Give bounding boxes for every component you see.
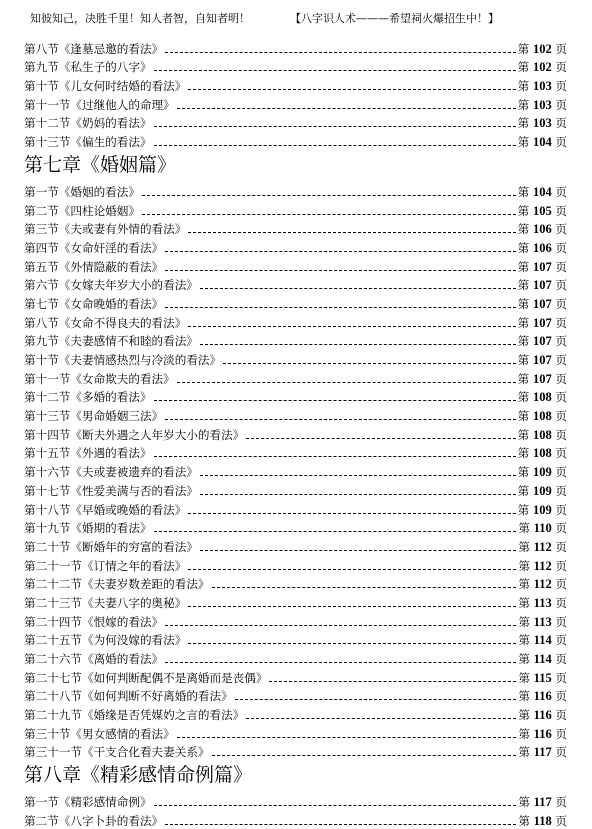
page-number: 107 xyxy=(532,259,552,274)
page-prefix: 第 xyxy=(517,222,530,237)
page-suffix: 页 xyxy=(555,577,567,592)
dot-leader xyxy=(188,642,516,644)
page-number: 112 xyxy=(533,577,552,592)
page-number: 109 xyxy=(532,502,552,517)
page-number: 107 xyxy=(532,353,552,367)
toc-entry[interactable] xyxy=(24,387,567,406)
page-number: 107 xyxy=(532,371,552,386)
dot-leader xyxy=(200,343,516,345)
page-suffix: 页 xyxy=(555,483,567,498)
toc-entry-page xyxy=(518,688,567,704)
page-suffix: 页 xyxy=(555,353,567,367)
page-prefix: 第 xyxy=(518,726,530,741)
toc-entry-page xyxy=(518,352,567,368)
page-prefix: 第 xyxy=(517,427,530,442)
page-number: 107 xyxy=(532,296,552,311)
page-suffix: 页 xyxy=(555,689,567,704)
toc-entry-page xyxy=(518,184,567,200)
toc-entry-title: 第二节《八字卜卦的看法》 xyxy=(24,813,164,828)
dot-leader xyxy=(200,287,516,289)
page-number: 106 xyxy=(532,222,552,237)
toc-entry[interactable] xyxy=(24,443,567,462)
toc-entry-page xyxy=(518,445,567,461)
page-suffix: 页 xyxy=(555,278,567,293)
toc-entry-title: 第十四节《断夫外遇之人年岁大小的看法》 xyxy=(24,427,245,442)
toc-entry-title: 第二十节《断婚年的穷富的看法》 xyxy=(24,539,198,554)
toc-entry-title: 第二十五节《为何没嫁的看法》 xyxy=(24,633,187,648)
toc-entry-title: 第二十四节《恨嫁的看法》 xyxy=(24,614,164,629)
page-prefix: 第 xyxy=(517,409,530,424)
page-number: 108 xyxy=(532,427,552,442)
page-suffix: 页 xyxy=(555,409,567,424)
dot-leader xyxy=(165,624,516,626)
page-number: 110 xyxy=(533,521,552,536)
page-number: 105 xyxy=(532,203,552,218)
page-suffix: 页 xyxy=(555,296,567,311)
toc-entry[interactable] xyxy=(24,686,567,705)
toc-entry-page xyxy=(518,221,567,237)
page-prefix: 第 xyxy=(518,614,530,629)
page-suffix: 页 xyxy=(555,184,567,199)
page-prefix: 第 xyxy=(518,689,530,704)
page-number: 117 xyxy=(533,795,552,810)
toc-entry-page xyxy=(518,707,567,723)
toc-entry-title: 第十九节《婚期的看法》 xyxy=(24,521,152,536)
toc-entry-title: 第十二节《多婚的看法》 xyxy=(24,390,152,405)
toc-entry-page xyxy=(518,632,567,648)
page-prefix: 第 xyxy=(517,483,530,498)
dot-leader xyxy=(188,512,515,514)
toc-entry[interactable] xyxy=(24,723,567,742)
toc-entry-title: 第十五节《外遇的看法》 xyxy=(24,446,152,461)
page-prefix: 第 xyxy=(518,521,530,536)
page-prefix: 第 xyxy=(517,353,530,367)
dot-leader xyxy=(212,754,517,756)
toc-entry-title: 第十八节《早婚或晚婚的看法》 xyxy=(24,502,187,517)
toc-entry-title: 第二十一节《订情之年的看法》 xyxy=(24,558,187,573)
dot-leader xyxy=(154,144,516,146)
page-number: 114 xyxy=(533,652,552,666)
page-number: 107 xyxy=(532,315,552,330)
toc-entry-title: 第十节《儿女何时结婚的看法》 xyxy=(24,79,187,94)
toc-entry-page xyxy=(518,483,567,499)
toc-entry-page xyxy=(518,539,567,555)
toc-entry-page xyxy=(518,744,567,760)
page-suffix: 页 xyxy=(555,652,567,666)
page-prefix: 第 xyxy=(517,60,530,75)
page-suffix: 页 xyxy=(555,79,567,94)
dot-leader xyxy=(177,107,516,109)
page-prefix: 第 xyxy=(517,135,530,150)
toc-entry[interactable] xyxy=(24,181,567,200)
dot-leader xyxy=(165,250,516,252)
table-of-contents xyxy=(24,38,567,829)
toc-entry-title: 第二十七节《如何判断配偶不是离婚而是丧偶》 xyxy=(24,670,268,685)
dot-leader xyxy=(188,568,516,570)
toc-entry[interactable] xyxy=(24,574,567,593)
toc-entry[interactable] xyxy=(24,611,567,630)
page-prefix: 第 xyxy=(518,652,530,666)
toc-entry[interactable] xyxy=(24,57,567,76)
dot-leader xyxy=(154,530,517,532)
page-number: 102 xyxy=(532,41,552,56)
page-prefix: 第 xyxy=(517,315,530,330)
toc-entry[interactable] xyxy=(24,592,567,611)
dot-leader xyxy=(235,698,517,700)
page-suffix: 页 xyxy=(555,334,567,349)
dot-leader xyxy=(200,474,516,476)
toc-entry-title: 第六节《女嫁夫年岁大小的看法》 xyxy=(24,278,198,293)
toc-entry[interactable] xyxy=(24,349,567,368)
page-suffix: 页 xyxy=(555,795,567,810)
dot-leader xyxy=(165,418,516,420)
dot-leader xyxy=(154,455,516,457)
dot-leader xyxy=(188,88,515,90)
page-suffix: 页 xyxy=(555,41,567,56)
toc-entry-title: 第二十三节《夫妻八字的奥秘》 xyxy=(24,595,187,610)
toc-entry-title: 第七节《女命晚婚的看法》 xyxy=(24,296,164,311)
toc-entry[interactable] xyxy=(24,405,567,424)
toc-entry[interactable] xyxy=(24,368,567,387)
page-prefix: 第 xyxy=(517,79,530,94)
page-number: 116 xyxy=(533,708,552,723)
toc-entry-title: 第八节《女命不得良夫的看法》 xyxy=(24,315,187,330)
toc-entry[interactable] xyxy=(24,312,567,331)
toc-entry-page xyxy=(518,408,567,424)
toc-entry-title: 第十一节《过继他人的命理》 xyxy=(24,97,175,112)
toc-entry[interactable] xyxy=(24,200,567,219)
page-prefix: 第 xyxy=(517,371,530,386)
page-number: 112 xyxy=(533,558,552,573)
toc-entry[interactable] xyxy=(24,275,567,294)
dot-leader xyxy=(165,306,516,308)
page-suffix: 页 xyxy=(555,116,567,131)
toc-entry-title: 第十三节《偏生的看法》 xyxy=(24,135,152,150)
page-suffix: 页 xyxy=(555,614,567,629)
toc-entry-title: 第一节《精彩感情命例》 xyxy=(24,795,152,810)
toc-entry[interactable] xyxy=(24,461,567,480)
page-number: 116 xyxy=(533,726,552,741)
toc-entry[interactable] xyxy=(24,480,567,499)
toc-entry[interactable] xyxy=(24,113,567,132)
page-suffix: 页 xyxy=(555,315,567,330)
page-number: 112 xyxy=(533,539,552,554)
page-prefix: 第 xyxy=(517,465,530,480)
toc-entry-title: 第四节《女命奸淫的看法》 xyxy=(24,240,164,255)
page-number: 108 xyxy=(532,390,552,405)
page-suffix: 页 xyxy=(555,427,567,442)
dot-leader xyxy=(177,381,516,383)
toc-entry-page xyxy=(518,576,567,592)
toc-entry-page xyxy=(518,389,567,405)
toc-entry[interactable] xyxy=(24,704,567,723)
page-prefix: 第 xyxy=(518,633,530,648)
page-suffix: 页 xyxy=(555,521,567,536)
toc-entry-page xyxy=(518,595,567,611)
toc-entry-title: 第十七节《性爱美满与否的看法》 xyxy=(24,483,198,498)
toc-entry-page xyxy=(518,115,567,131)
toc-entry[interactable] xyxy=(24,630,567,649)
page-suffix: 页 xyxy=(555,259,567,274)
toc-entry-title: 第二节《四柱论婚姻》 xyxy=(24,203,140,218)
page-suffix: 页 xyxy=(555,203,567,218)
page-prefix: 第 xyxy=(517,240,530,255)
page-number: 106 xyxy=(532,240,552,255)
dot-leader xyxy=(177,736,517,738)
dot-leader xyxy=(188,605,516,607)
chapter-heading: 第七章《婚姻篇》 xyxy=(24,154,177,177)
toc-entry[interactable] xyxy=(24,131,567,150)
page-number: 104 xyxy=(532,184,552,199)
toc-entry-page xyxy=(518,520,567,536)
dot-leader xyxy=(165,51,516,53)
page-number: 107 xyxy=(532,334,552,349)
toc-entry-title: 第三十节《男女感情的看法》 xyxy=(24,726,175,741)
page-prefix: 第 xyxy=(518,539,530,554)
page-number: 113 xyxy=(533,614,552,629)
page-prefix: 第 xyxy=(517,446,530,461)
page-prefix: 第 xyxy=(517,390,530,405)
page-number: 114 xyxy=(533,633,552,648)
page-suffix: 页 xyxy=(555,745,567,760)
toc-entry-title: 第九节《夫妻感情不和睦的看法》 xyxy=(24,334,198,349)
dot-leader xyxy=(165,661,516,663)
toc-entry[interactable] xyxy=(24,38,567,57)
toc-entry[interactable] xyxy=(24,331,567,350)
page-prefix: 第 xyxy=(517,203,530,218)
toc-entry-title: 第二十六节《离婚的看法》 xyxy=(24,652,164,666)
dot-leader xyxy=(188,231,515,233)
page-prefix: 第 xyxy=(518,595,530,610)
page-prefix: 第 xyxy=(517,259,530,274)
toc-entry[interactable] xyxy=(24,256,567,275)
chapter-heading: 第八章《精彩感情命例篇》 xyxy=(24,764,253,787)
toc-entry[interactable] xyxy=(24,648,567,667)
page-number: 107 xyxy=(532,278,552,293)
page-prefix: 第 xyxy=(518,795,530,810)
page-suffix: 页 xyxy=(555,558,567,573)
toc-entry-page xyxy=(518,59,567,75)
page-suffix: 页 xyxy=(555,97,567,112)
toc-entry-page xyxy=(518,371,567,387)
toc-entry-title: 第一节《婚姻的看法》 xyxy=(24,184,140,199)
toc-entry-page xyxy=(518,134,567,150)
dot-leader xyxy=(142,213,516,215)
toc-entry-title: 第十一节《女命欺夫的看法》 xyxy=(24,371,175,386)
toc-entry[interactable] xyxy=(24,293,567,312)
page-prefix: 第 xyxy=(518,670,530,685)
toc-entry-page xyxy=(518,726,567,742)
page-number: 115 xyxy=(533,670,552,685)
toc-entry[interactable] xyxy=(24,536,567,555)
page-number: 102 xyxy=(532,60,552,75)
toc-entry-page xyxy=(518,333,567,349)
page-number: 103 xyxy=(532,116,552,131)
page-number: 109 xyxy=(532,483,552,498)
toc-entry-page xyxy=(518,614,567,630)
page-prefix: 第 xyxy=(517,278,530,293)
toc-entry-title: 第十六节《夫或妻被遗弃的看法》 xyxy=(24,465,198,480)
toc-entry-title: 第十节《夫妻情感热烈与冷淡的看法》 xyxy=(24,353,222,367)
dot-leader xyxy=(200,549,516,551)
toc-entry-page xyxy=(518,97,567,113)
page-number: 117 xyxy=(533,745,552,760)
toc-entry[interactable] xyxy=(24,75,567,94)
toc-entry[interactable] xyxy=(24,219,567,238)
page-prefix: 第 xyxy=(517,184,530,199)
page-number: 113 xyxy=(533,595,552,610)
page-suffix: 页 xyxy=(555,371,567,386)
toc-entry-page xyxy=(518,502,567,518)
page-prefix: 第 xyxy=(517,502,530,517)
page-number: 118 xyxy=(533,813,552,828)
page-prefix: 第 xyxy=(517,334,530,349)
toc-entry-page xyxy=(518,558,567,574)
toc-entry-page xyxy=(518,277,567,293)
toc-entry[interactable] xyxy=(24,518,567,537)
toc-entry[interactable] xyxy=(24,94,567,113)
toc-entry[interactable] xyxy=(24,499,567,518)
dot-leader xyxy=(142,194,516,196)
toc-entry-page xyxy=(518,78,567,94)
dot-leader xyxy=(200,493,516,495)
page-prefix: 第 xyxy=(517,296,530,311)
dot-leader xyxy=(154,125,516,127)
page-prefix: 第 xyxy=(518,577,530,592)
toc-entry-page xyxy=(518,315,567,331)
toc-entry-page xyxy=(518,464,567,480)
toc-entry[interactable] xyxy=(24,810,567,829)
page-suffix: 页 xyxy=(555,595,567,610)
page-header xyxy=(24,0,568,38)
toc-entry[interactable] xyxy=(24,237,567,256)
page-suffix: 页 xyxy=(555,222,567,237)
page-suffix: 页 xyxy=(555,813,567,828)
page-prefix: 第 xyxy=(518,745,530,760)
toc-entry-title: 第二十九节《婚缘是否凭媒妁之言的看法》 xyxy=(24,708,245,723)
page-number: 108 xyxy=(532,409,552,424)
page-prefix: 第 xyxy=(518,813,530,828)
page-suffix: 页 xyxy=(555,135,567,150)
page-prefix: 第 xyxy=(518,708,530,723)
dot-leader xyxy=(212,586,517,588)
toc-entry-title: 第二十二节《夫妻岁数差距的看法》 xyxy=(24,577,210,592)
page-suffix: 页 xyxy=(555,726,567,741)
page-number: 108 xyxy=(532,446,552,461)
toc-entry-page xyxy=(518,794,567,810)
toc-entry-title: 第九节《私生子的八字》 xyxy=(24,60,152,75)
toc-entry[interactable] xyxy=(24,424,567,443)
dot-leader xyxy=(165,269,516,271)
toc-entry-page xyxy=(518,813,567,829)
page-suffix: 页 xyxy=(555,539,567,554)
page-suffix: 页 xyxy=(555,502,567,517)
dot-leader xyxy=(223,362,516,364)
dot-leader xyxy=(246,717,516,719)
toc-entry-page xyxy=(518,41,567,57)
toc-entry-page xyxy=(518,427,567,443)
header-right-text: 【八字识人术———希望祠火爆招生中！】 xyxy=(290,12,499,25)
page-number: 109 xyxy=(532,465,552,480)
dot-leader xyxy=(154,804,517,806)
toc-entry-page xyxy=(518,240,567,256)
toc-entry-title: 第三节《夫或妻有外情的看法》 xyxy=(24,222,187,237)
page-number: 116 xyxy=(533,689,552,704)
toc-entry-page xyxy=(518,670,567,686)
dot-leader xyxy=(154,399,516,401)
page-suffix: 页 xyxy=(555,633,567,648)
page-suffix: 页 xyxy=(555,708,567,723)
toc-entry-page xyxy=(518,296,567,312)
page-suffix: 页 xyxy=(555,60,567,75)
page-suffix: 页 xyxy=(555,240,567,255)
toc-entry-title: 第二十八节《如何判断不好离婚的看法》 xyxy=(24,689,233,704)
page-prefix: 第 xyxy=(518,558,530,573)
page-suffix: 页 xyxy=(555,446,567,461)
page-suffix: 页 xyxy=(555,390,567,405)
dot-leader xyxy=(246,437,515,439)
page-number: 104 xyxy=(532,135,552,150)
toc-entry-title: 第三十一节《干支合化看夫妻关系》 xyxy=(24,745,210,760)
toc-entry-page xyxy=(518,259,567,275)
toc-entry-title: 第八节《逢墓忌邀的看法》 xyxy=(24,41,164,56)
page-prefix: 第 xyxy=(517,116,530,131)
dot-leader xyxy=(188,325,515,327)
toc-entry-title: 第五节《外情隐蔽的看法》 xyxy=(24,259,164,274)
page-number: 103 xyxy=(532,97,552,112)
toc-entry-title: 第十三节《男命婚姻三法》 xyxy=(24,409,164,424)
page-prefix: 第 xyxy=(517,97,530,112)
toc-entry[interactable] xyxy=(24,555,567,574)
toc-entry[interactable] xyxy=(24,742,567,761)
page-number: 103 xyxy=(532,79,552,94)
page-prefix: 第 xyxy=(517,41,530,56)
dot-leader xyxy=(165,823,516,825)
dot-leader xyxy=(154,69,516,71)
toc-entry-page xyxy=(518,203,567,219)
header-left-text: 知彼知己，决胜千里！知人者智，自知者明！ xyxy=(30,12,250,25)
dot-leader xyxy=(269,680,516,682)
toc-entry-title: 第十二节《奶妈的看法》 xyxy=(24,116,152,131)
toc-entry-page xyxy=(518,651,567,667)
page-suffix: 页 xyxy=(555,670,567,685)
toc-entry[interactable] xyxy=(24,791,567,810)
page-suffix: 页 xyxy=(555,465,567,480)
toc-entry[interactable] xyxy=(24,667,567,686)
